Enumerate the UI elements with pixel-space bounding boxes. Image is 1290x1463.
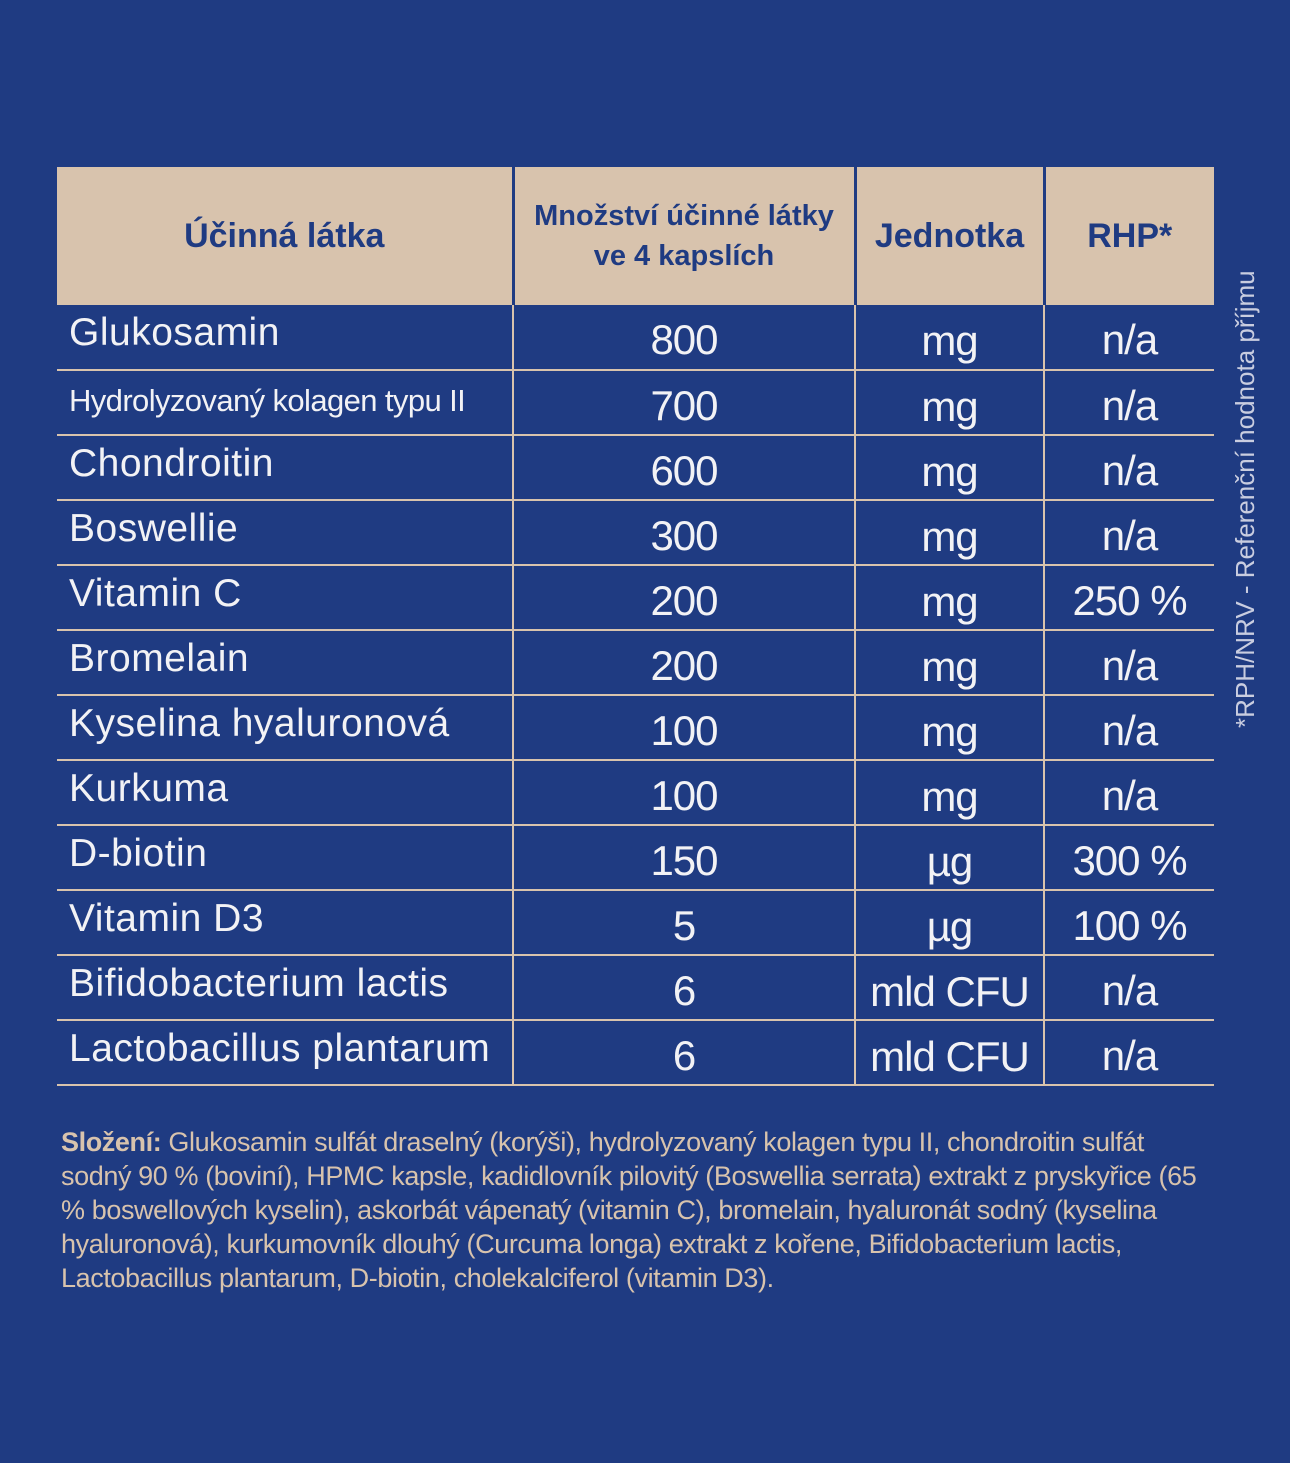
table-row: [57, 890, 1214, 955]
amount-cell: 200: [513, 630, 855, 695]
header-unit: Jednotka: [855, 167, 1044, 305]
unit-cell: µg: [855, 890, 1044, 955]
substance-cell: Boswellie: [57, 500, 513, 565]
rhp-cell: 100 %: [1044, 890, 1214, 955]
composition-text: [61, 1125, 1221, 1295]
rhp-cell: n/a: [1044, 500, 1214, 565]
table-row: [57, 370, 1214, 435]
rhp-cell: n/a: [1044, 370, 1214, 435]
amount-cell: 100: [513, 760, 855, 825]
amount-cell: 300: [513, 500, 855, 565]
rhp-cell: n/a: [1044, 435, 1214, 500]
substance-cell: Lactobacillus plantarum: [57, 1020, 513, 1085]
amount-cell: 700: [513, 370, 855, 435]
amount-cell: 6: [513, 955, 855, 1020]
substance-cell: Bromelain: [57, 630, 513, 695]
amount-cell: 100: [513, 695, 855, 760]
substance-cell: Vitamin C: [57, 565, 513, 630]
table-row: [57, 565, 1214, 630]
header-amount: Množství účinné látky ve 4 kapslích: [513, 167, 855, 305]
table-row: [57, 955, 1214, 1020]
rhp-cell: n/a: [1044, 305, 1214, 370]
unit-cell: µg: [855, 825, 1044, 890]
unit-cell: mg: [855, 760, 1044, 825]
table-row: [57, 435, 1214, 500]
rhp-cell: 250 %: [1044, 565, 1214, 630]
amount-cell: 6: [513, 1020, 855, 1085]
header-substance: Účinná látka: [57, 167, 513, 305]
rhp-cell: n/a: [1044, 760, 1214, 825]
amount-cell: 200: [513, 565, 855, 630]
table-header: [57, 167, 1214, 305]
table-row: [57, 305, 1214, 370]
amount-cell: 600: [513, 435, 855, 500]
amount-cell: 800: [513, 305, 855, 370]
table-row: [57, 760, 1214, 825]
unit-cell: mg: [855, 305, 1044, 370]
amount-cell: 150: [513, 825, 855, 890]
substance-cell: Glukosamin: [57, 305, 513, 370]
unit-cell: mg: [855, 500, 1044, 565]
header-rhp: RHP*: [1044, 167, 1214, 305]
unit-cell: mg: [855, 695, 1044, 760]
substance-cell: Chondroitin: [57, 435, 513, 500]
amount-cell: 5: [513, 890, 855, 955]
substance-cell: Hydrolyzovaný kolagen typu II: [57, 370, 513, 435]
nutrition-table-container: [57, 167, 1214, 1086]
header-row: [57, 167, 1214, 305]
unit-cell: mg: [855, 370, 1044, 435]
composition-label: Složení:: [61, 1127, 162, 1157]
substance-cell: Vitamin D3: [57, 890, 513, 955]
rhp-cell: n/a: [1044, 695, 1214, 760]
nutrition-table: [57, 167, 1214, 1086]
table-row: [57, 695, 1214, 760]
table-body: [57, 305, 1214, 1085]
unit-cell: mg: [855, 565, 1044, 630]
rhp-cell: n/a: [1044, 955, 1214, 1020]
substance-cell: Kurkuma: [57, 760, 513, 825]
substance-cell: Kyselina hyaluronová: [57, 695, 513, 760]
unit-cell: mg: [855, 630, 1044, 695]
table-row: [57, 1020, 1214, 1085]
table-row: [57, 825, 1214, 890]
substance-cell: Bifidobacterium lactis: [57, 955, 513, 1020]
unit-cell: mld CFU: [855, 1020, 1044, 1085]
rhp-cell: 300 %: [1044, 825, 1214, 890]
rhp-cell: n/a: [1044, 1020, 1214, 1085]
unit-cell: mld CFU: [855, 955, 1044, 1020]
table-row: [57, 500, 1214, 565]
rhp-cell: n/a: [1044, 630, 1214, 695]
unit-cell: mg: [855, 435, 1044, 500]
table-row: [57, 630, 1214, 695]
composition-body: Glukosamin sulfát draselný (korýši), hydrolyzovaný kolagen typu II, chondroitin sulfát sodný 90 % (boviní), HPMC kapsle, kadidlovník pilovitý (Boswellia serrata) extrakt z pryskyřice (65 % boswellových kyselin), askorbát vápenatý (vitamin C), bromelain, hyaluronát sodný (kyselina hyaluronová), kurkumovník dlouhý (Curcuma longa) extrakt z kořene, Bifidobacterium lactis, Lactobacillus plantarum, D-biotin, cholekalciferol (vitamin D3).: [61, 1127, 1197, 1293]
substance-cell: D-biotin: [57, 825, 513, 890]
rhp-footnote: *RPH/NRV - Referenční hodnota příjmu: [1230, 270, 1260, 728]
